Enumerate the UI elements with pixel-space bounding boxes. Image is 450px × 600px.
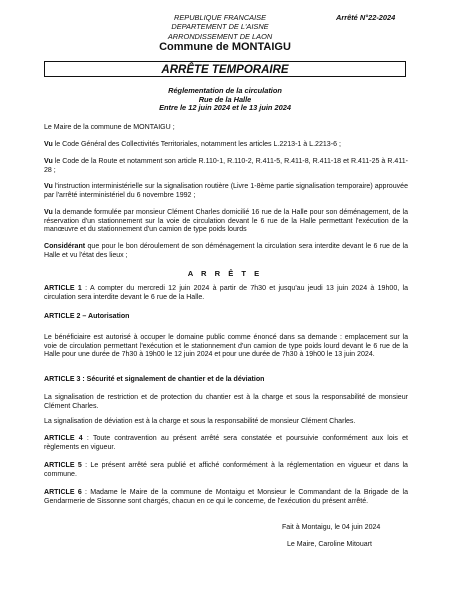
department-line: DEPARTEMENT DE L'AISNE — [171, 22, 269, 32]
article-2-heading — [44, 313, 408, 322]
arrondissement-line: ARRONDISSEMENT DE LAON — [167, 31, 273, 41]
intro-paragraph: Le Maire de la commune de MONTAIGU ; — [44, 124, 175, 131]
consideration-2 — [44, 158, 408, 175]
consideration-5 — [44, 243, 408, 260]
consideration-3 — [44, 183, 408, 200]
arrete-heading: A R R Ê T E — [187, 269, 263, 278]
commune-name: Commune de MONTAIGU — [159, 41, 291, 53]
subtitle-line-1: Réglementation de la circulation — [168, 86, 282, 95]
article-4 — [44, 435, 408, 452]
article-text: : Toute contravention au présent arrêté sera constatée et poursuivie conformément aux lois et règlements en vigueur. — [44, 435, 408, 451]
consideration-text: le Code de la Route et notamment son article R.110-1, R.110-2, R.411-5, R.411-8, R.411-18 et R.411-25 à R.411-28 ; — [44, 158, 408, 174]
signature-signer: Le Maire, Caroline Mitouart — [287, 541, 372, 548]
document-subtitle — [0, 87, 450, 113]
subtitle-line-3: Entre le 12 juin 2024 et le 13 juin 2024 — [159, 103, 291, 113]
consideration-lead: Vu — [44, 158, 53, 165]
article-3-text-1: La signalisation de restriction et de protection du chantier est à la charge et sous la responsabilité de monsieur Clément Charles. — [44, 394, 408, 410]
article-3-heading — [44, 376, 408, 385]
consideration-text: le Code Général des Collectivités Territoriales, notamment les articles L.2213-1 à L.2213-6 ; — [52, 141, 341, 148]
consideration-1 — [44, 141, 408, 150]
arrete-number: Arrêté N°22-2024 — [336, 13, 396, 22]
consideration-lead: Considérant — [44, 243, 86, 250]
consideration-4 — [44, 209, 408, 235]
signature-place-date: Fait à Montaigu, le 04 juin 2024 — [282, 524, 381, 531]
consideration-text: que pour le bon déroulement de son déménagement la circulation sera interdite devant le 6 rue de la Halle et vu l'état des lieux ; — [44, 243, 408, 259]
article-heading: ARTICLE 2 – Autorisation — [44, 313, 130, 320]
article-6 — [44, 489, 408, 506]
consideration-lead: Vu — [44, 141, 53, 148]
consideration-text: la demande formulée par monsieur Clément Charles domicilié 16 rue de la Halle pour son déménagement, de la réservation d'un stationnement sur la voie de circulation devant le 6 rue de la Halle permettant l'exécution de la manœuvre et du stationnement d'un camion de type poids lourds — [44, 209, 408, 234]
republic-line: REPUBLIQUE FRANCAISE — [174, 13, 266, 22]
consideration-lead: Vu — [44, 209, 53, 216]
article-5 — [44, 462, 408, 479]
administrative-header — [120, 13, 320, 41]
article-heading: ARTICLE 5 — [44, 462, 82, 469]
consideration-lead: Vu — [44, 183, 53, 190]
article-2-text: Le bénéficiaire est autorisé à occuper le domaine public comme énoncé dans sa demande : emplacement sur la voie de circulation permettant l'exécution et le stationnement d'un camion de type poids lourd devant le 6 rue de la Halle pour une durée de 7h30 à 19h00 le 12 juin 2024 et pour une durée de 7h30 à 19h00 le 13 juin 2024. — [44, 334, 408, 359]
article-text: : Le présent arrêté sera publié et affiché conformément à la réglementation en vigueur et dans la commune. — [44, 462, 408, 478]
article-3-text-2: La signalisation de déviation est à la charge et sous la responsabilité de monsieur Clément Charles. — [44, 418, 356, 425]
article-1 — [44, 285, 408, 302]
subtitle-line-2: Rue de la Halle — [198, 94, 252, 104]
article-text: : A compter du mercredi 12 juin 2024 à partir de 7h30 et jusqu'au jeudi 13 juin 2024 à 19h00, la circulation sera interdite devant le 6 rue de la Halle. — [44, 285, 408, 301]
article-heading: ARTICLE 1 — [44, 285, 82, 292]
consideration-text: l'instruction interministérielle sur la signalisation routière (Livre 1-8ème partie signalisation temporaire) approuvée par l'arrêté interministériel du 6 novembre 1992 ; — [44, 183, 408, 199]
article-heading: ARTICLE 6 — [44, 489, 82, 496]
article-heading: ARTICLE 3 : Sécurité et signalement de chantier et de la déviation — [44, 376, 265, 383]
document-title: ARRÊTE TEMPORAIRE — [44, 61, 406, 77]
article-heading: ARTICLE 4 — [44, 435, 83, 442]
article-text: : Madame le Maire de la commune de Montaigu et Monsieur le Commandant de la Brigade de la Gendarmerie de Sissonne sont chargés, chacun en ce qui le concerne, de l'exécution du présent arrêté. — [44, 489, 408, 505]
